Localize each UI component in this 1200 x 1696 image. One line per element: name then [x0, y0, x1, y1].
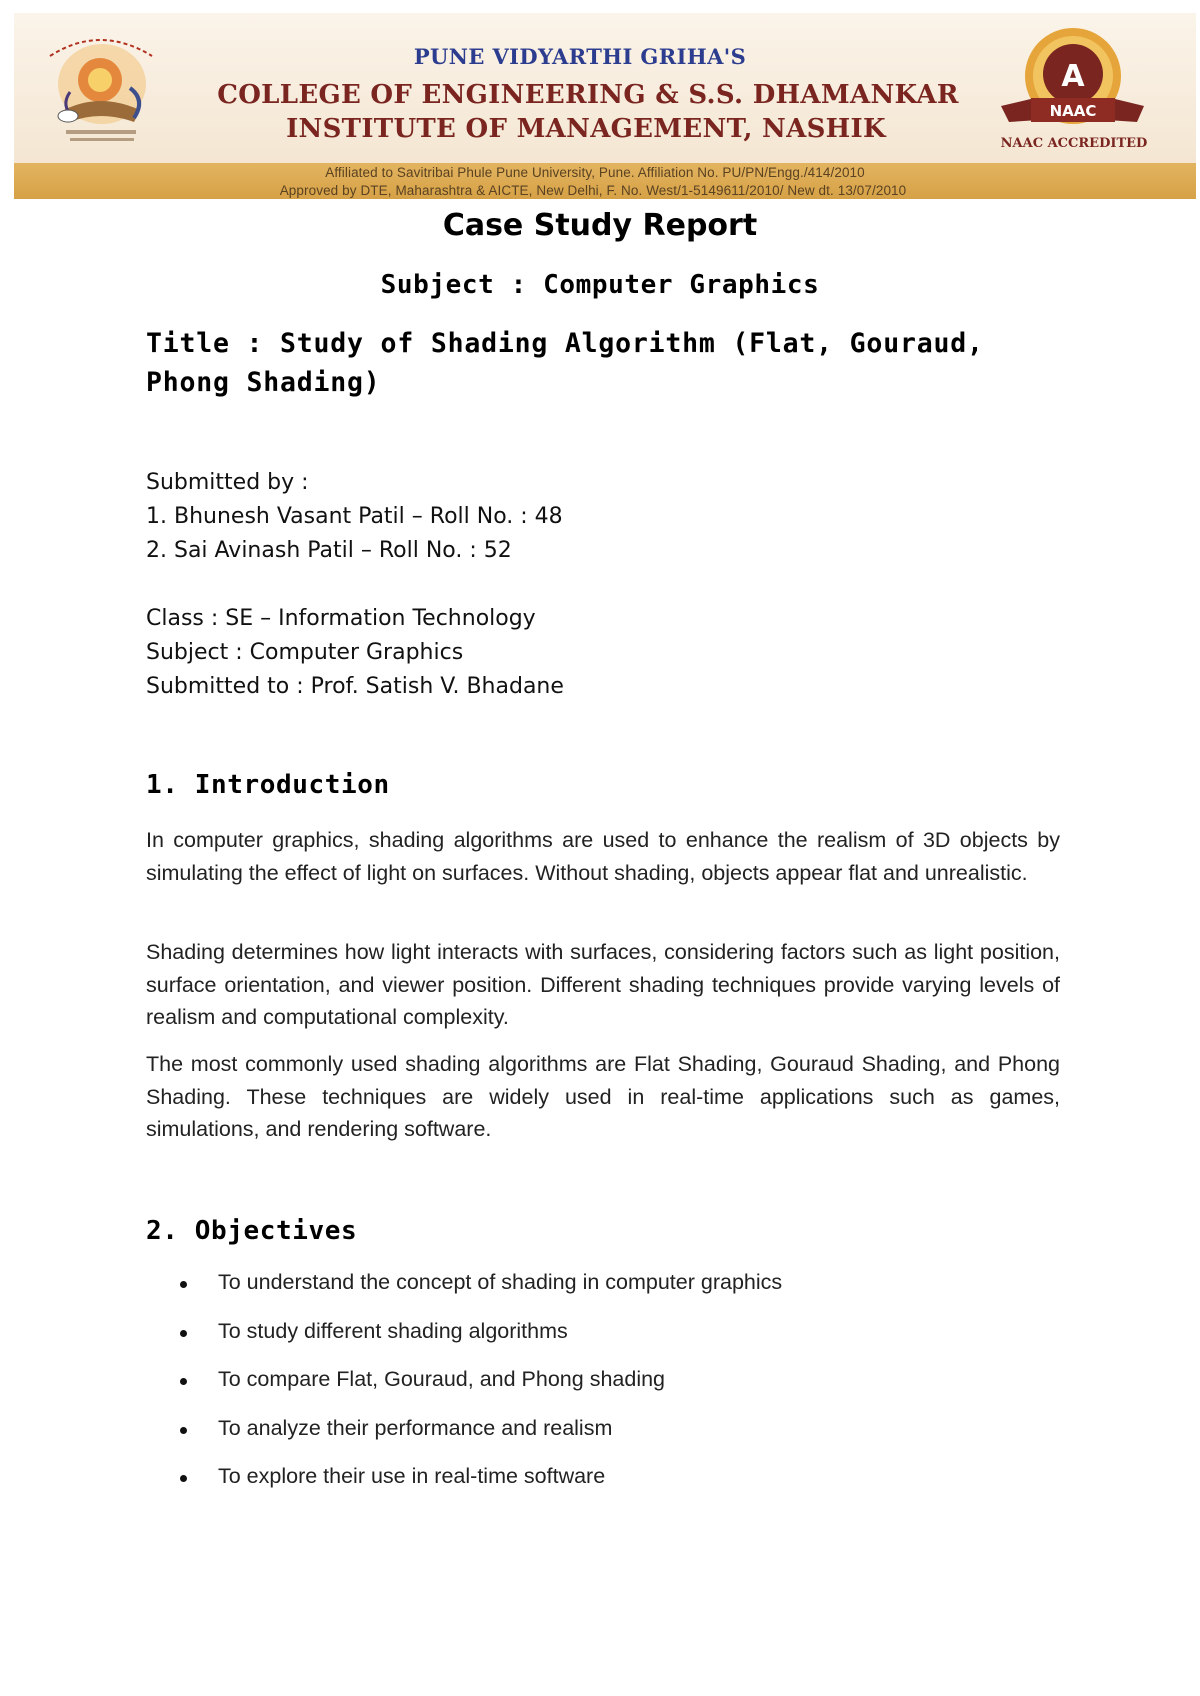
- objectives-heading: 2. Objectives: [146, 1216, 358, 1246]
- submitted-to-line: Submitted to : Prof. Satish V. Bhadane: [146, 674, 564, 699]
- subject-heading: Subject : Computer Graphics: [380, 270, 820, 300]
- class-line: Class : SE – Information Technology: [146, 606, 536, 631]
- affiliation-line-1: Affiliated to Savitribai Phule Pune University, Pune. Affiliation No. PU/PN/Engg./414/2010: [325, 165, 865, 180]
- bullet-icon: [180, 1378, 187, 1385]
- objective-text: To understand the concept of shading in computer graphics: [218, 1270, 783, 1294]
- submitted-by-label: Submitted by :: [146, 470, 309, 495]
- objectives-list: [180, 1270, 782, 1513]
- naac-grade: A: [1061, 59, 1085, 94]
- college-parent-name: PUNE VIDYARTHI GRIHA'S: [413, 44, 747, 69]
- affiliation-line-2: Approved by DTE, Maharashtra & AICTE, New Delhi, F. No. West/1-5149611/2010/ New dt. 13/07/2010: [279, 183, 907, 198]
- objective-text: To compare Flat, Gouraud, and Phong shading: [218, 1367, 666, 1391]
- college-logo-icon: [30, 26, 170, 148]
- list-item: [180, 1464, 782, 1513]
- list-item: [180, 1416, 782, 1465]
- naac-accredited-caption: NAAC ACCREDITED: [1000, 136, 1148, 151]
- naac-badge-icon: [995, 24, 1150, 154]
- bullet-icon: [180, 1475, 187, 1482]
- introduction-heading: 1. Introduction: [146, 770, 390, 800]
- introduction-paragraph: The most commonly used shading algorithms are Flat Shading, Gouraud Shading, and Phong Shading. These techniques are widely used in real-time applications such as games, simulations, and rendering software.: [146, 1052, 1060, 1141]
- list-item: [180, 1367, 782, 1416]
- student-2: 2. Sai Avinash Patil – Roll No. : 52: [146, 538, 512, 563]
- bullet-icon: [180, 1427, 187, 1434]
- student-1: 1. Bhunesh Vasant Patil – Roll No. : 48: [146, 504, 563, 529]
- naac-badge-label: NAAC: [1049, 102, 1097, 120]
- bullet-icon: [180, 1281, 187, 1288]
- bullet-icon: [180, 1330, 187, 1337]
- introduction-paragraph: In computer graphics, shading algorithms are used to enhance the realism of 3D objects by simulating the effect of light on surfaces. Without shading, objects appear flat and unrealistic.: [146, 828, 1060, 885]
- report-title: Case Study Report: [442, 208, 758, 243]
- objective-text: To explore their use in real-time software: [218, 1464, 606, 1488]
- introduction-paragraph: Shading determines how light interacts with surfaces, considering factors such as light position, surface orientation, and viewer position. Different shading techniques provide varying levels of realism and computational complexity.: [146, 940, 1060, 1029]
- college-name-line-2: INSTITUTE OF MANAGEMENT, NASHIK: [286, 114, 886, 144]
- objective-text: To study different shading algorithms: [218, 1318, 568, 1343]
- list-item: [180, 1270, 782, 1319]
- objective-text: To analyze their performance and realism: [218, 1415, 613, 1440]
- list-item: [180, 1319, 782, 1368]
- subject-line: Subject : Computer Graphics: [146, 640, 464, 665]
- college-name-line-1: COLLEGE OF ENGINEERING & S.S. DHAMANKAR: [217, 80, 959, 110]
- report-topic-title: Title : Study of Shading Algorithm (Flat, Gouraud, Phong Shading): [146, 328, 984, 398]
